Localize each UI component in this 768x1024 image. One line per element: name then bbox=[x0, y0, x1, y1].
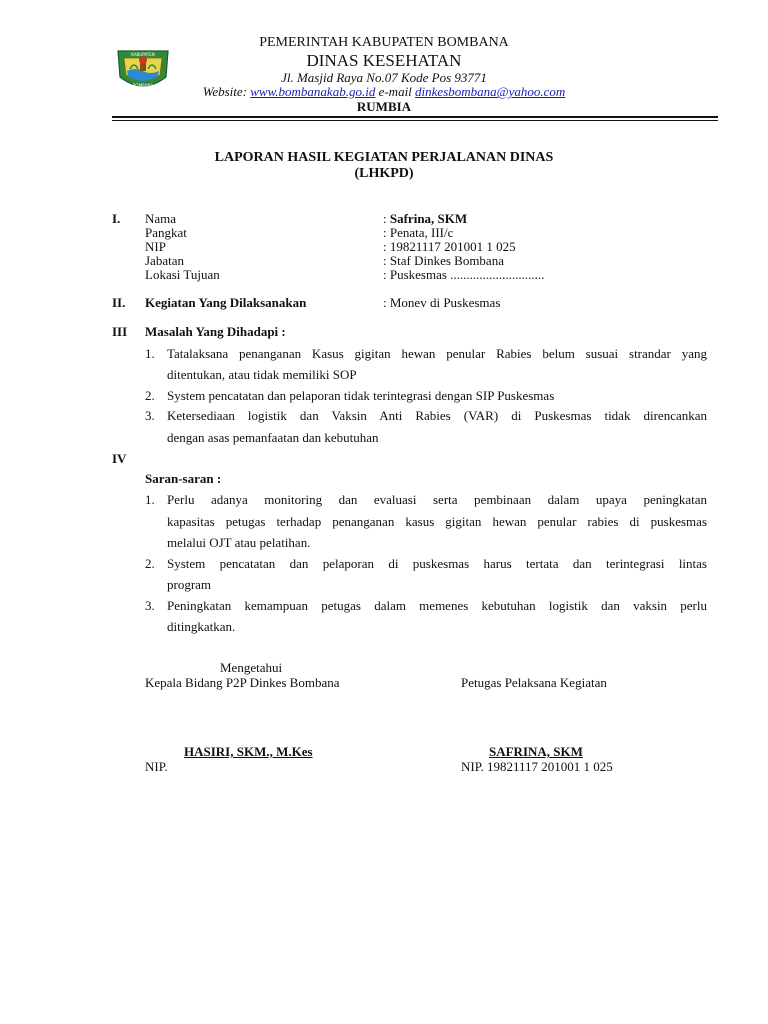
field-label-jabatan: Jabatan bbox=[145, 253, 184, 268]
section4-number: IV bbox=[112, 451, 127, 466]
field-value-pangkat: : Penata, III/c bbox=[383, 225, 454, 240]
section2-label: Kegiatan Yang Dilaksanakan bbox=[145, 295, 307, 310]
field-label-lokasi: Lokasi Tujuan bbox=[145, 267, 220, 282]
suggestion-1-line2: kapasitas petugas terhadap penanganan kasus gigitan hewan penular rabies di puskesmas bbox=[167, 514, 707, 529]
suggestion-3-line1: Peningkatan kemampuan petugas dalam memenes kebutuhan logistik dan vaksin perlu bbox=[167, 598, 707, 613]
suggestion-1-number: 1. bbox=[145, 492, 155, 507]
suggestion-3-line2: ditingkatkan. bbox=[167, 619, 236, 634]
field-value-lokasi: : Puskesmas ............................. bbox=[383, 267, 545, 282]
header-rule bbox=[112, 116, 718, 118]
section2-number: II. bbox=[112, 295, 126, 310]
section3-heading: Masalah Yang Dihadapi : bbox=[145, 324, 286, 339]
website-label: Website: bbox=[202, 84, 247, 99]
problem-2-number: 2. bbox=[145, 388, 155, 403]
section3-number: III bbox=[112, 324, 128, 339]
logo-top-text: KABUPATEN bbox=[131, 52, 155, 57]
suggestion-1-line1: Perlu adanya monitoring dan evaluasi serta pembinaan dalam upaya peningkatan bbox=[167, 492, 707, 507]
problem-2-line1: System pencatatan dan pelaporan tidak terintegrasi dengan SIP Puskesmas bbox=[167, 388, 555, 403]
agency-name: DINAS KESEHATAN bbox=[306, 51, 462, 70]
logo-bottom-text: BOMBANA bbox=[132, 83, 154, 88]
email-link[interactable]: dinkesbombana@yahoo.com bbox=[415, 84, 566, 99]
problem-1-number: 1. bbox=[145, 346, 155, 361]
field-value-nama: : Safrina, SKM bbox=[383, 211, 468, 226]
field-label-nama: Nama bbox=[145, 211, 177, 226]
suggestion-3-number: 3. bbox=[145, 598, 155, 613]
field-value-nip: : 19821117 201001 1 025 bbox=[383, 239, 516, 254]
field-label-nip: NIP bbox=[145, 239, 166, 254]
website-link[interactable]: www.bombanakab.go.id bbox=[250, 84, 376, 99]
suggestion-2-number: 2. bbox=[145, 556, 155, 571]
signature-left-title: Kepala Bidang P2P Dinkes Bombana bbox=[145, 675, 340, 690]
field-value-jabatan: : Staf Dinkes Bombana bbox=[383, 253, 504, 268]
problem-3-line1: Ketersediaan logistik dan Vaksin Anti Rabies (VAR) di Puskesmas tidak direncankan bbox=[167, 408, 707, 423]
contact-line bbox=[0, 84, 768, 100]
suggestion-1-line3: melalui OJT atau pelatihan. bbox=[167, 535, 311, 550]
header-rule-thin bbox=[112, 120, 718, 121]
problem-3-number: 3. bbox=[145, 408, 155, 423]
signature-right-title: Petugas Pelaksana Kegiatan bbox=[461, 675, 607, 690]
report-title: LAPORAN HASIL KEGIATAN PERJALANAN DINAS bbox=[214, 150, 554, 165]
signature-left-name: HASIRI, SKM., M.Kes bbox=[184, 744, 313, 759]
problem-3-line2: dengan asas pemanfaatan dan kebutuhan bbox=[167, 430, 379, 445]
signature-right-nip: NIP. 19821117 201001 1 025 bbox=[461, 759, 613, 774]
problem-1-line1: Tatalaksana penanganan Kasus gigitan hewan penular Rabies belum susuai strandar yang bbox=[167, 346, 707, 361]
report-subtitle: (LHKPD) bbox=[354, 166, 414, 181]
section1-number: I. bbox=[112, 211, 121, 226]
suggestion-2-line1: System pencatatan dan pelaporan di puskesmas harus tertata dan terintegrasi lintas bbox=[167, 556, 707, 571]
gov-name: PEMERINTAH KABUPATEN BOMBANA bbox=[259, 35, 509, 50]
address: Jl. Masjid Raya No.07 Kode Pos 93771 bbox=[281, 70, 487, 85]
section2-value: : Monev di Puskesmas bbox=[383, 295, 501, 310]
unit-name: RUMBIA bbox=[356, 99, 412, 114]
signature-right-name: SAFRINA, SKM bbox=[489, 744, 583, 759]
problem-1-line2: ditentukan, atau tidak memiliki SOP bbox=[167, 367, 357, 382]
email-label: e-mail bbox=[378, 84, 412, 99]
field-label-pangkat: Pangkat bbox=[145, 225, 187, 240]
suggestion-2-line2: program bbox=[167, 577, 212, 592]
signature-left-nip: NIP. bbox=[145, 759, 168, 774]
section4-heading: Saran-saran : bbox=[145, 471, 222, 486]
signature-left-caption: Mengetahui bbox=[220, 660, 283, 675]
